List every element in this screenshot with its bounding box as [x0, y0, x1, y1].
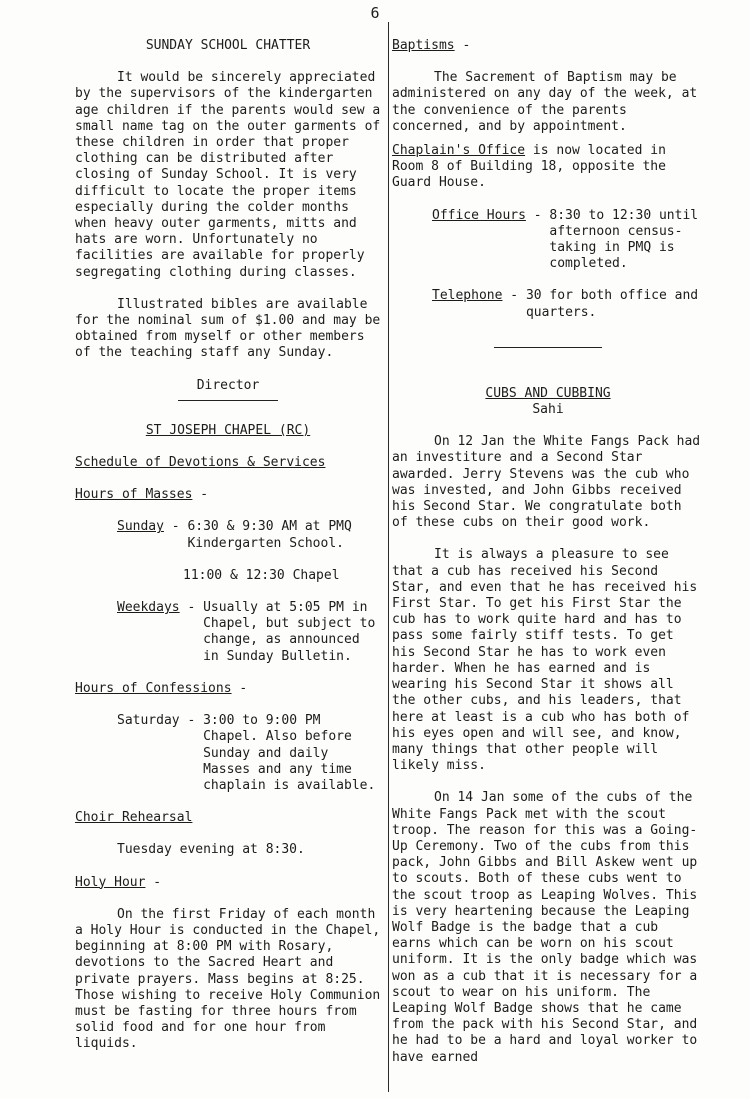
holy-hour-text: On the first Friday of each month a Holy Hour is conducted in the Chapel, beginning at 8:00 PM with Rosary, devotions to the Sacred Heart and private prayers. Mass begins at 8:25. Those wishing to receive Holy Communion must be fasting for three hours from solid food and for one hour from liquids.: [75, 906, 381, 1052]
holy-hour-heading: Holy Hour: [75, 874, 146, 890]
office-hours: Office Hours - 8:30 to 12:30 until afternoon census-taking in PMQ is completed.: [432, 207, 699, 272]
baptisms-text: The Sacrement of Baptism may be administered on any day of the week, at the convenience of the parents concerned, and by appointment.: [392, 70, 698, 134]
schedule-heading: Schedule of Devotions & Services: [75, 455, 326, 471]
sunday-school-title: SUNDAY SCHOOL CHATTER: [145, 38, 311, 53]
cubs-title: CUBS AND CUBBING: [485, 385, 611, 401]
choir-heading: Choir Rehearsal: [75, 810, 193, 826]
sunday-school-para1: It would be sincerely appreciated by the supervisors of the kindergarten age children if the parents would sew a small name tag on the outer garments of these children in order that proper clothing can be distributed after closing of Sunday School. It is very difficult to locate the proper items especially during the colder months when heavy outer garments, mitts and hats are worn. Unfortunately no facilities are available for properly segregating clothing during classes.: [75, 70, 381, 280]
sunday-school-para2: Illustrated bibles are available for the nominal sum of $1.00 and may be obtained from myself or other members of the teaching staff any Sunday.: [75, 296, 381, 361]
sunday-masses: Sunday - 6:30 & 9:30 AM at PMQ Kindergarten School.: [117, 519, 352, 551]
chapel-title: ST JOSEPH CHAPEL (RC): [145, 422, 311, 438]
weekday-masses: Weekdays - Usually at 5:05 PM in Chapel, but subject to change, as announced in Sunday Bulletin.: [117, 600, 376, 664]
cubs-para2: It is always a pleasure to see that a cub has received his Second Star, and even that he has received his First Star. To get his First Star the cub has to work quite hard and has to pass some fairly stiff tests. To get his Second Star he has to work even harder. When he has earned and is wearing his Second Star it shows all the other cubs, and his leaders, that here at least is a cub who has both of his eyes open and will see, and know, many things that other people will likely miss.: [392, 547, 698, 774]
cubs-para3: On 14 Jan some of the cubs of the White Fangs Pack met with the scout troop. The reason for this was a Going-Up Ceremony. Two of the cubs from this pack, John Gibbs and Bill Askew went up to scouts. Both of these cubs went to the scout troop as Leaping Wolves. This is very heartening because the Leaping Wolf Badge is the badge that a cub earns which can be worn on his scout uniform. It is the only badge which was won as a cub that it is necessary for a scout to wear on his uniform. The Leaping Wolf Badge shows that he came from the pack with his Second Star, and he had to be a hard and loyal worker to have earned: [392, 790, 698, 1065]
cubs-para1: On 12 Jan the White Fangs Pack had an investiture and a Second Star awarded. Jerry Stevens was the cub who was invested, and John Gibbs received his Second Star. We congratulate both of these cubs on their good work.: [392, 434, 701, 531]
cubs-byline: Sahi: [532, 402, 564, 418]
masses-heading: Hours of Masses: [75, 487, 193, 503]
page-number: 6: [370, 4, 380, 22]
choir-text: Tuesday evening at 8:30.: [117, 842, 305, 858]
confessions-heading: Hours of Confessions: [75, 680, 232, 696]
right-column: Baptisms - The Sacrement of Baptism may be administered on any day of the week, at the convenience of the parents concerned, and by appointment. Chaplain's Office is now located in Room 8 of Building 18, opposite the Guard House. Office Hours - 8:30 to 12:30 until afternoon census-taking in PMQ is completed. Telephone - 30 for both office and quarters. CUBS AND CUBBING Sahi On 12 Jan the White Fangs Pack had an investiture and a Second Star awarded. Jerry Stevens was the cub who was invested, and John Gibbs received his Second Star. We congratulate both of these cubs on their good work. It is always a pleasure to see that a cub has received his Second Star, and even that he has received his First Star. To get his First Star the cub has to work quite hard and has to pass some fairly stiff tests. To get his Second Star he has to work even harder. When he has earned and is wearing his Second Star it shows all the other cubs, and his leaders, that here at least is a cub who has both of his eyes open and will see, and know, many things that other people will likely miss. On 14 Jan some of the cubs of the White Fangs Pack met with the scout troop. The reason for this was a Going-Up Ceremony. Two of the cubs from this pack, John Gibbs and Bill Askew went up to scouts. Both of these cubs went to the scout troop as Leaping Wolves. This is very heartening because the Leaping Wolf Badge is the badge that a cub earns which can be worn on his scout uniform. It is the only badge which was won as a cub that it is necessary for a scout to wear on his uniform. The Leaping Wolf Badge shows that he came from the pack with his Second Star, and he had to be a hard and loyal worker to have earned: [392, 38, 704, 1066]
baptisms-heading: Baptisms: [392, 38, 455, 53]
saturday-confessions: Saturday - 3:00 to 9:00 PM Chapel. Also before Sunday and daily Masses and any time chaplain is available.: [117, 713, 376, 793]
telephone: Telephone - 30 for both office and quarters.: [432, 288, 699, 320]
chaplain-office: Chaplain's Office is now located in Room 8 of Building 18, opposite the Guard House.: [392, 143, 666, 191]
sunday-masses-chapel: 11:00 & 12:30 Chapel: [183, 567, 340, 583]
sunday-school-signature: Director: [196, 377, 260, 393]
left-column: SUNDAY SCHOOL CHATTER It would be sincerely appreciated by the supervisors of the kindergarten age children if the parents would sew a small name tag on the outer garments of these children in order that proper clothing can be distributed after closing of Sunday School. It is very difficult to locate the proper items especially during the colder months when heavy outer garments, mitts and hats are worn. Unfortunately no facilities are available for properly segregating clothing during classes. Illustrated bibles are available for the nominal sum of $1.00 and may be obtained from myself or other members of the teaching staff any Sunday. Director ST JOSEPH CHAPEL (RC) Schedule of Devotions & Services Hours of Masses - Sunday - 6:30 & 9:30 AM at PMQ Kindergarten School. 11:00 & 12:30 Chapel Weekdays - Usually at 5:05 PM in Chapel, but subject to change, as announced in Sunday Bulletin. Hours of Confessions - Saturday - 3:00 to 9:00 PM Chapel. Also before Sunday and daily Masses and any time chaplain is available. Choir Rehearsal Tuesday evening at 8:30. Holy Hour - On the first Friday of each month a Holy Hour is conducted in the Chapel, beginning at 8:00 PM with Rosary, devotions to the Sacred Heart and private prayers. Mass begins at 8:25. Those wishing to receive Holy Communion must be fasting for three hours from solid food and for one hour from liquids.: [75, 38, 381, 1052]
column-divider: [388, 22, 389, 1092]
